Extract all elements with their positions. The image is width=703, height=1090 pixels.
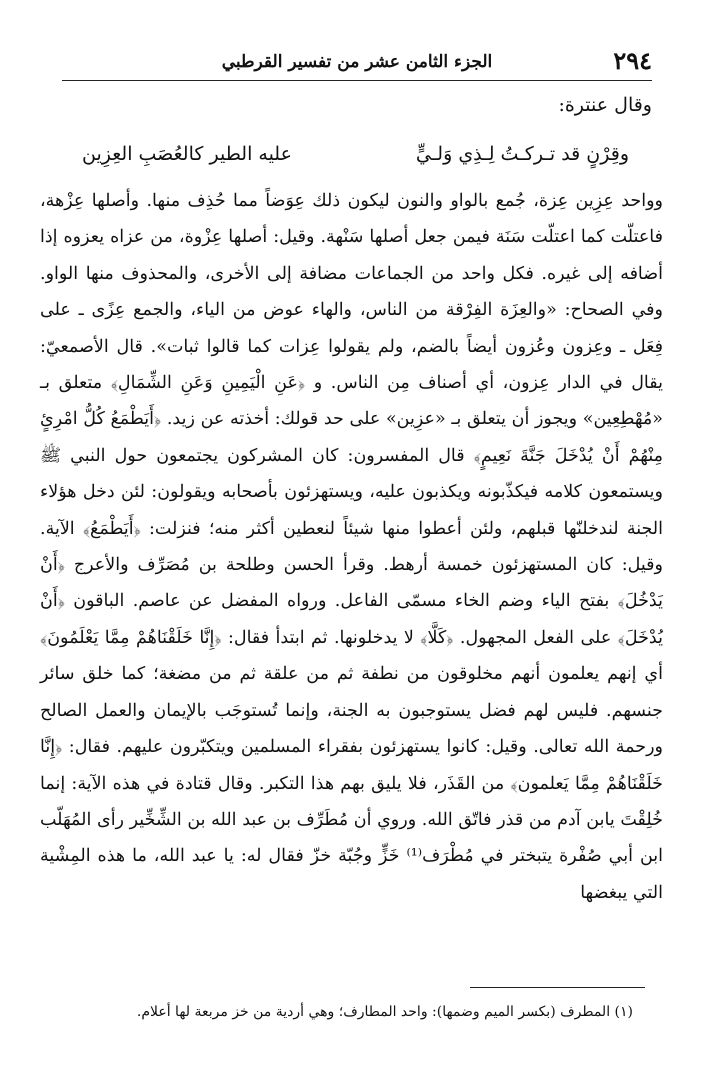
footnote: (١) المطرف (بكسر الميم وضمها): واحد المطارف؛ وهي أردية من خز مربعة لها أعلام.	[136, 1004, 633, 1020]
second-hemistich: عليه الطير كالعُصَبِ العِزِين	[82, 143, 292, 165]
first-hemistich: وقِرْنٍ قد تـركـتُ لِـذِي وَلـيٍّ	[415, 143, 629, 165]
page-number: ٢٩٤	[613, 46, 652, 75]
page-header	[62, 44, 652, 81]
running-title: الجزء الثامن عشر من تفسير القرطبي	[221, 52, 493, 72]
verse-intro: وقال عنترة:	[558, 94, 652, 116]
body-text: وواحد عِزِين عِزة، جُمع بالواو والنون ليكون ذلك عِوَضاً مما حُذِف منها. وأصلها عِزْهة، فاعتلّت كما اعتلّت سَنَة فيمن جعل أصلها سَنْهة. وقيل: أصلها عِزْوة، من عزاه يعزوه إذا أضافه إلى غيره. فكل واحد من الجماعات مضافة إلى الأخرى، والمحذوف منها الواو. وفي الصحاح: «والعِزَة الفِرْقة من الناس، والهاء عوض من الياء، والجمع عِزًى ـ على فِعَل ـ وعِزون وعُزون أيضاً بالضم، ولم يقولوا عِزات كما قالوا ثبات». قال الأصمعيّ: يقال في الدار عِزون، أي أصناف مِن الناس. و ﴿عَنِ الْيَمِينِ وَعَنِ الشِّمَالِ﴾ متعلق بـ «مُهْطِعِين» ويجوز أن يتعلق بـ «عزِين» على حد قولك: أخذته عن زيد. ﴿أَيَطْمَعُ كُلُّ امْرِئٍ مِنْهُمْ أَنْ يُدْخَلَ جَنَّةَ نَعِيمٍ﴾ قال المفسرون: كان المشركون يجتمعون حول النبي ﷺ ويستمعون كلامه فيكذّبونه ويكذبون عليه، ويستهزئون بأصحابه ويقولون: لئن دخل هؤلاء الجنة لندخلنّها قبلهم، ولئن أعطوا منها شيئاً لنعطين أكثر منه؛ فنزلت: ﴿أَيَطْمَعُ﴾ الآية. وقيل: كان المستهزئون خمسة أرهط. وقرأ الحسن وطلحة بن مُصَرِّف والأعرج ﴿أَنْ يَدْخُلَ﴾ بفتح الياء وضم الخاء مسمّى الفاعل. ورواه المفضل عن عاصم. الباقون ﴿أَنْ يُدْخَلَ﴾ على الفعل المجهول. ﴿كَلَّا﴾ لا يدخلونها. ثم ابتدأ فقال: ﴿إِنَّا خَلَقْنَاهُمْ مِمَّا يَعْلَمُونَ﴾ أي إنهم يعلمون أنهم مخلوقون من نطفة ثم من علقة ثم من مضغة؛ كما خلق سائر جنسهم. فليس لهم فضل يستوجبون به الجنة، وإنما تُستوجَب بالإيمان والعمل الصالح ورحمة الله تعالى. وقيل: كانوا يستهزئون بفقراء المسلمين ويتكبّرون عليهم. فقال: ﴿إِنَّا خَلَقْنَاهُمْ مِمَّا يَعلمون﴾ من القَذَر، فلا يليق بهم هذا التكبر. وقال قتادة في هذه الآية: إنما خُلِقْتَ يابن آدم من قذر فاتّق الله. وروي أن مُطَرِّف بن عبد الله بن الشِّخِّير رأى المُهَلّب ابن أبي صُفْرة يتبختر في مُطْرَف⁽¹⁾ خَزٍّ وجُبّة خزّ فقال له: يا عبد الله، ما هذه المِشْية التي يبغضها	[40, 191, 663, 903]
footnote-divider	[470, 987, 645, 988]
poetry-verse	[62, 143, 641, 177]
